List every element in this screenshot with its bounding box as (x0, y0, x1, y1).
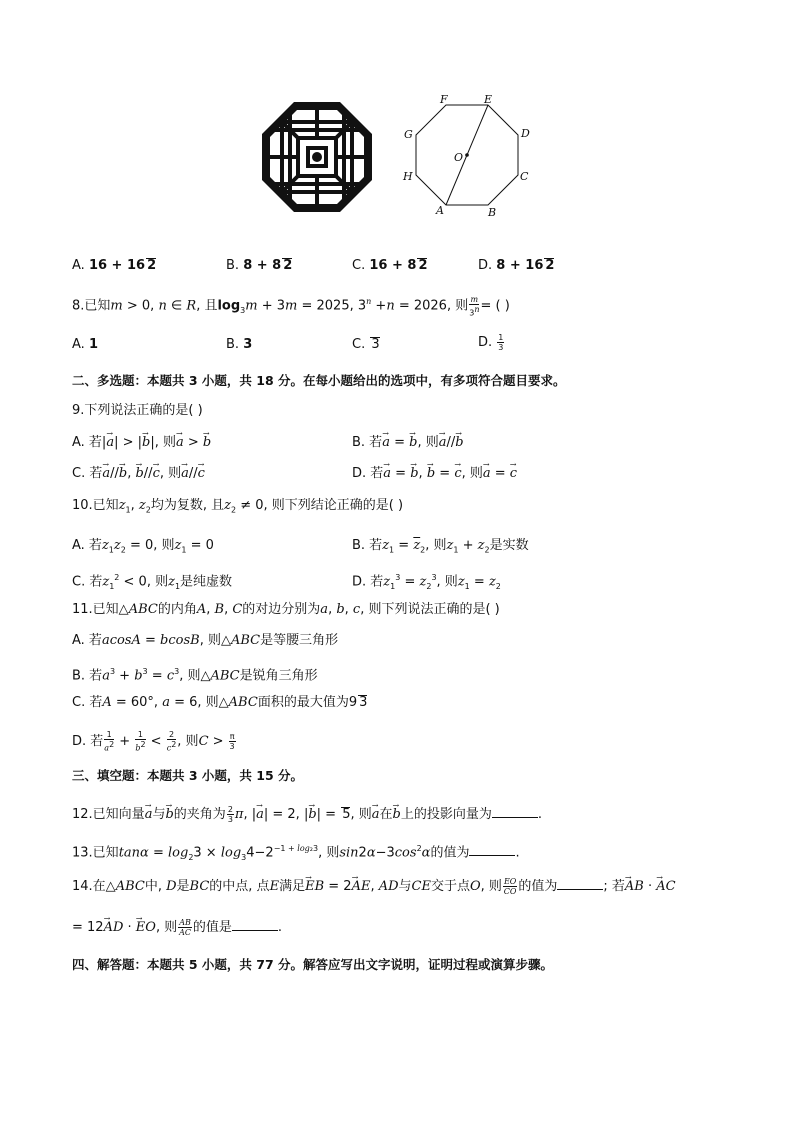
question-9-stem: 9.下列说法正确的是( ) (72, 403, 203, 418)
q11-option-b: B. 若$a^3 + b^3 = c^3$, 则△ABC是锐角三角形 (72, 667, 318, 684)
q10-option-d: D. 若$z_1^3 = z_2^3$, 则$z_1 = z_2$ (352, 573, 501, 591)
q8-option-b: B. 3 (226, 337, 253, 352)
q11-option-d: D. 若 $\frac{1}{a^2}$ + $\frac{1}{b^2}$ < $\frac{2}{c^2}$ , 则C > $\frac{\pi}{3}$ (72, 730, 235, 753)
q11-option-c: C. 若A = 60°, a = 6, 则△ABC面积的最大值为9 3 (72, 695, 368, 710)
label-E: E (484, 93, 493, 106)
question-11-stem: 11.已知△ABC的内角A, B, C的对边分别为a, b, c, 则下列说法正确的是( ) (72, 602, 500, 617)
label-B: B (488, 206, 497, 219)
section-2-heading: 二、多选题：本题共 3 小题，共 18 分。在每小题给出的选项中，有多项符合题目要求。 (72, 373, 566, 388)
octagon-diagram (396, 92, 536, 222)
q9-option-c: C. 若→ a//→ b, → b//→ c, 则→ a//→ c (72, 466, 205, 482)
label-O: O (454, 151, 464, 164)
question-12: 12.已知向量→ a与→ b的夹角为 $\frac{2}{3}$ π, |→ a| = 2, |→ b| = 5, 则→ a在→ b上的投影向量为 . (72, 805, 542, 824)
q10-option-b: B. 若$z_1 = \overline{z}_2$, 则$z_1 + z_2$是实数 (352, 538, 529, 555)
q8-option-c: C. 3 (352, 337, 380, 352)
q9-option-a: A. 若|→ a| > |→ b|, 则→ a > → b (72, 435, 211, 451)
section-3-heading: 三、填空题：本题共 3 小题，共 15 分。 (72, 768, 304, 783)
q7-option-d: D. 8 + 16 2 (478, 258, 555, 273)
q9-option-b: B. 若→ a = → b, 则→ a//→ b (352, 435, 464, 451)
label-G: G (404, 128, 413, 141)
q9-option-d: D. 若→ a = → b, → b = → c, 则→ a = → c (352, 466, 517, 482)
q10-option-c: C. 若$z_1^2 < 0$, 则$z_1$是纯虚数 (72, 573, 233, 591)
question-8-stem: 8.已知m > 0, n ∈ R, 且$\log_3m + 3m = 2025$, $3^n +n = 2026$, 则 $\frac{m}{3^n}$ = ( ) (72, 294, 510, 318)
q7-option-c: C. 16 + 8 2 (352, 258, 428, 273)
question-14-line-2: = 12→ AD · → EO, 则 $\frac{AB}{AC}$ 的值是 . (72, 918, 282, 937)
q7-option-b: B. 8 + 8 2 (226, 258, 293, 273)
label-H: H (403, 170, 413, 183)
question-14-line-1: 14.在△ABC中, D是BC的中点, 点E满足→ EB = 2→ AE, AD与CE交于点O, 则 $\frac{EO}{CO}$ 的值为 ; 若→ AB · → AC (72, 877, 676, 896)
section-4-heading: 四、解答题：本题共 5 小题，共 77 分。解答应写出文字说明，证明过程或演算步骤。 (72, 957, 554, 972)
center-point-O (465, 153, 469, 157)
q8-option-d: D. $\frac{1}{3}$ (478, 333, 504, 352)
label-D: D (521, 127, 530, 140)
label-C: C (520, 170, 529, 183)
q7-option-a: A. 16 + 16 2 (72, 258, 157, 273)
question-13: 13.已知$\tan\alpha = \log_23 \times \log_34-2^{-1 + log_23}$, 则$\sin 2\alpha-3\cos^2\alpha$的值为 . (72, 844, 520, 862)
lattice-window-image (262, 102, 372, 212)
question-10-stem: 10.已知$z_1$, $z_2$均为复数, 且$z_2 \ne 0$, 则下列结论正确的是( ) (72, 498, 404, 515)
label-F: F (440, 93, 448, 106)
q8-option-a: A. 1 (72, 337, 98, 352)
q10-option-a: A. 若$z_1z_2 = 0$, 则$z_1 = 0$ (72, 538, 214, 555)
label-A: A (436, 204, 444, 217)
q11-option-a: A. 若acosA = bcosB, 则△ABC是等腰三角形 (72, 633, 339, 648)
